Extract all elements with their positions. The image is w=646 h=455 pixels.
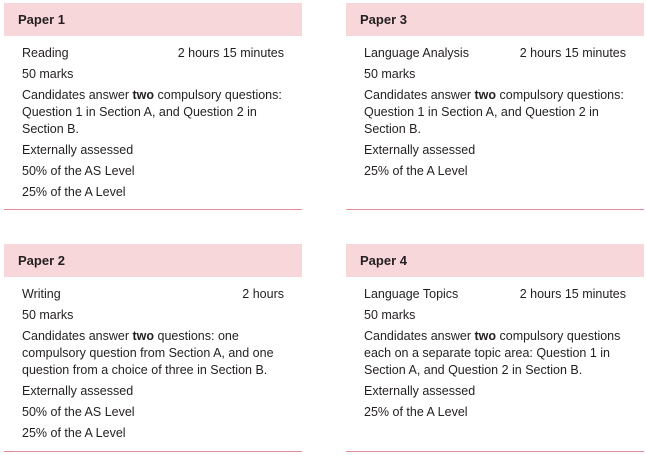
paper-card-4 bbox=[346, 244, 644, 452]
component-name: Language Topics bbox=[364, 287, 459, 301]
paper-title: Paper 4 bbox=[346, 244, 644, 277]
description: Candidates answer two compulsory questions each on a separate topic area: Question 1 in Section A, and Question 2 in Section B. bbox=[364, 329, 621, 377]
weight-a: 25% of the A Level bbox=[22, 185, 126, 199]
marks: 50 marks bbox=[364, 308, 416, 322]
duration: 2 hours 15 minutes bbox=[519, 287, 626, 301]
weight-as: 50% of the AS Level bbox=[22, 405, 135, 419]
component-name: Reading bbox=[22, 46, 69, 60]
weight-as: 50% of the AS Level bbox=[22, 164, 135, 178]
paper-title: Paper 1 bbox=[4, 3, 302, 36]
duration: 2 hours bbox=[242, 287, 284, 301]
weight-a: 25% of the A Level bbox=[22, 426, 126, 440]
duration: 2 hours 15 minutes bbox=[519, 46, 626, 60]
weight-a: 25% of the A Level bbox=[364, 405, 468, 419]
paper-card-2 bbox=[4, 244, 302, 452]
description: Candidates answer two compulsory questions: Question 1 in Section A, and Question 2 in Section B. bbox=[22, 88, 282, 136]
marks: 50 marks bbox=[22, 308, 74, 322]
duration: 2 hours 15 minutes bbox=[177, 46, 284, 60]
component-name: Language Analysis bbox=[364, 46, 469, 60]
description: Candidates answer two questions: one compulsory question from Section A, and one question from a choice of three in Section B. bbox=[22, 329, 274, 377]
description: Candidates answer two compulsory questions: Question 1 in Section A, and Question 2 in Section B. bbox=[364, 88, 624, 136]
assessment: Externally assessed bbox=[364, 384, 476, 398]
paper-card-3 bbox=[346, 3, 644, 210]
assessment: Externally assessed bbox=[22, 384, 134, 398]
assessment: Externally assessed bbox=[22, 143, 134, 157]
paper-title: Paper 3 bbox=[346, 3, 644, 36]
marks: 50 marks bbox=[364, 67, 416, 81]
marks: 50 marks bbox=[22, 67, 74, 81]
paper-card-1 bbox=[4, 3, 302, 210]
weight-a: 25% of the A Level bbox=[364, 164, 468, 178]
assessment: Externally assessed bbox=[364, 143, 476, 157]
component-name: Writing bbox=[22, 287, 61, 301]
paper-title: Paper 2 bbox=[4, 244, 302, 277]
